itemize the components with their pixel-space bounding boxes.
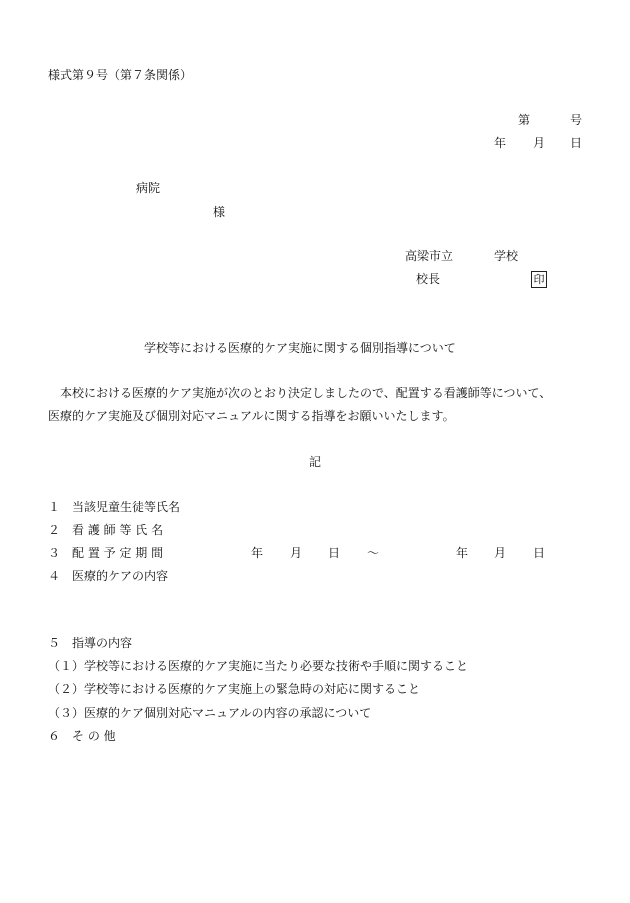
date-month: 月 — [533, 136, 546, 150]
item-4-label: 医療的ケアの内容 — [72, 569, 169, 583]
item-2-label: 看 護 師 等 氏 名 — [72, 523, 164, 537]
item-3-label: 配 置 予 定 期 間 — [72, 546, 164, 560]
item-2-number: ２ — [48, 523, 61, 537]
period-to-day: 日 — [533, 546, 546, 560]
sender-organization: 高梁市立 — [405, 249, 454, 263]
item-5-number: ５ — [48, 636, 61, 650]
item-1-label: 当該児童生徒等氏名 — [72, 500, 181, 514]
document-number-suffix: 号 — [570, 113, 583, 127]
ki-heading: 記 — [309, 455, 322, 469]
sub-item-2: （２）学校等における医療的ケア実施上の緊急時の対応に関すること — [48, 682, 421, 696]
sender-school: 学校 — [494, 249, 519, 263]
body-line-1: 本校における医療的ケア実施が次のとおり決定しましたので、配置する看護師等について、 — [60, 386, 552, 400]
item-3-number: ３ — [48, 546, 61, 560]
item-1-number: １ — [48, 500, 61, 514]
seal-mark: 印 — [531, 271, 547, 288]
period-from-year: 年 — [251, 546, 264, 560]
document-number-prefix: 第 — [518, 113, 531, 127]
item-6-label: そ の 他 — [72, 729, 116, 743]
item-4-number: ４ — [48, 569, 61, 583]
item-6-number: ６ — [48, 729, 61, 743]
period-from-month: 月 — [290, 546, 303, 560]
addressee-hospital: 病院 — [136, 181, 161, 195]
sender-principal: 校長 — [416, 272, 441, 286]
addressee-honorific: 様 — [213, 205, 226, 219]
sub-item-1: （１）学校等における医療的ケア実施に当たり必要な技術や手順に関すること — [48, 659, 469, 673]
date-year: 年 — [494, 136, 507, 150]
period-to-month: 月 — [494, 546, 507, 560]
body-line-2: 医療的ケア実施及び個別対応マニュアルに関する指導をお願いいたします。 — [48, 409, 455, 423]
item-5-label: 指導の内容 — [72, 636, 133, 650]
sub-item-3: （３）医療的ケア個別対応マニュアルの内容の承認について — [48, 706, 372, 720]
period-to-year: 年 — [456, 546, 469, 560]
date-day: 日 — [570, 136, 583, 150]
period-from-day: 日 — [328, 546, 341, 560]
period-tilde: ～ — [367, 546, 380, 560]
form-label: 様式第９号（第７条関係） — [48, 68, 193, 82]
document-title: 学校等における医療的ケア実施に関する個別指導について — [144, 341, 456, 355]
